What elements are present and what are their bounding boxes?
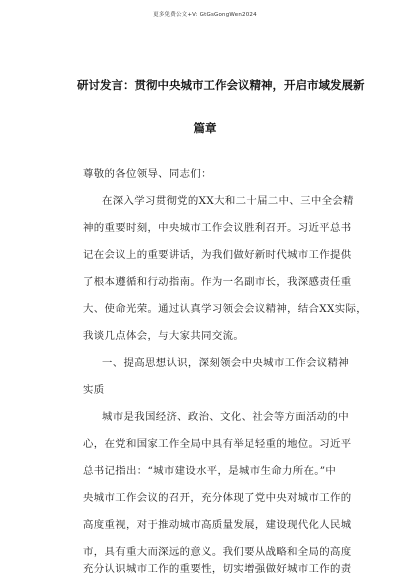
section-heading-line: 一、提高思想认识，深刻领会中央城市工作会议精神 xyxy=(102,357,350,369)
paragraph-line: 市，具有重大而深远的意义。我们要从战略和全局的高度 xyxy=(83,546,352,558)
paragraph-line: 央城市工作会议的召开，充分体现了党中央对城市工作的 xyxy=(83,492,352,504)
paragraph-line: 神的重要时刻，中央城市工作会议胜利召开。习近平总书 xyxy=(83,222,352,234)
document-title-line-1: 研讨发言：贯彻中央城市工作会议精神，开启市域发展新 xyxy=(77,78,365,92)
paragraph-line: 记在会议上的重要讲话，为我们做好新时代城市工作提供 xyxy=(83,249,352,261)
paragraph-line: 大、使命光荣。通过认真学习领会会议精神，结合XX实际， xyxy=(83,303,368,315)
paragraph-line: 充分认识城市工作的重要性，切实增强做好城市工作的责 xyxy=(83,563,352,575)
paragraph-line: 高度重视，对于推动城市高质量发展，建设现代化人民城 xyxy=(83,519,352,531)
paragraph-line: 在深入学习贯彻党的XX大和二十届二中、三中全会精 xyxy=(102,195,354,207)
paragraph-line: 总书记指出：“城市建设水平，是城市生命力所在。”中 xyxy=(83,465,337,477)
paragraph-line: 心，在党和国家工作全局中具有举足轻重的地位。习近平 xyxy=(83,438,352,450)
document-title-line-2: 篇章 xyxy=(193,121,217,135)
paragraph-line: 了根本遵循和行动指南。作为一名副市长，我深感责任重 xyxy=(83,276,352,288)
salutation: 尊敬的各位领导、同志们： xyxy=(83,168,212,180)
paragraph-line: 我谈几点体会，与大家共同交流。 xyxy=(83,330,245,342)
header-watermark: 更多免费公文+V: GtGsGongWen2024 xyxy=(153,12,257,18)
section-heading-line: 实质 xyxy=(83,384,105,396)
paragraph-line: 城市是我国经济、政治、文化、社会等方面活动的中 xyxy=(102,411,350,423)
